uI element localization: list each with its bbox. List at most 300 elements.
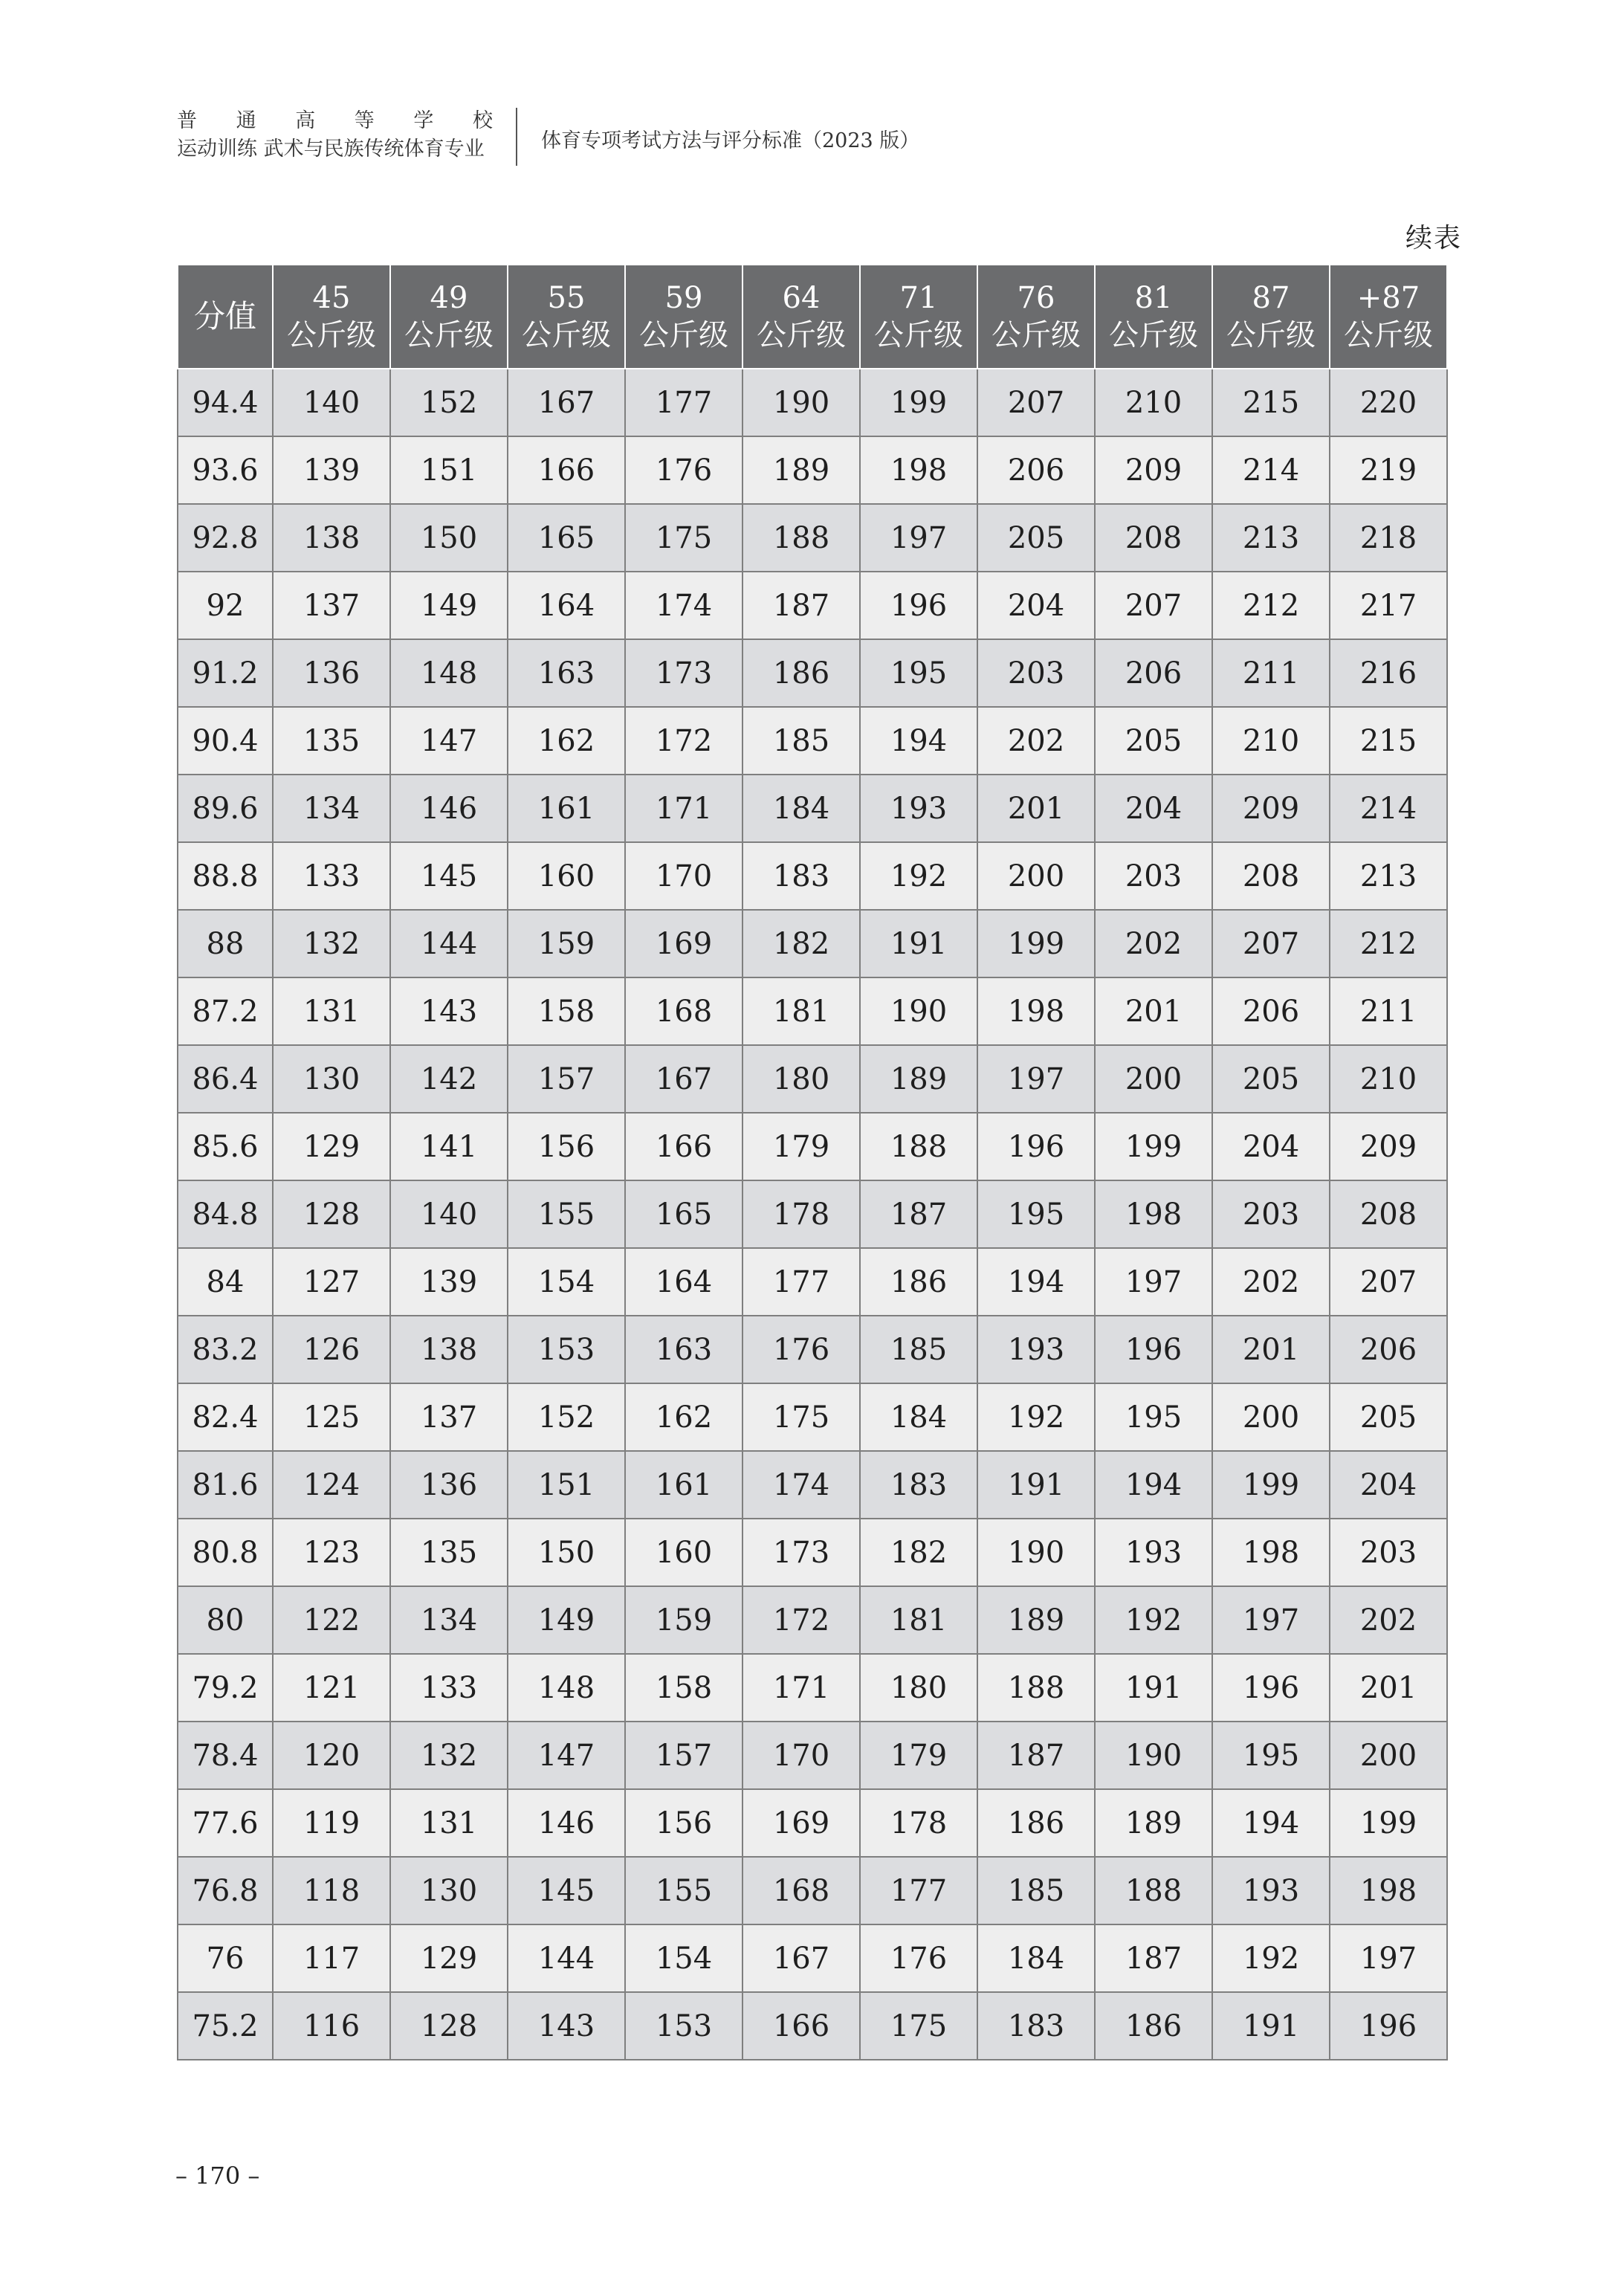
table-cell: 190 bbox=[977, 1519, 1095, 1586]
score-cell: 84 bbox=[178, 1248, 273, 1316]
table-cell: 171 bbox=[625, 775, 743, 842]
weight-value: 71 bbox=[899, 281, 938, 315]
table-cell: 120 bbox=[273, 1722, 390, 1789]
weight-unit: 公斤级 bbox=[404, 318, 494, 352]
table-row bbox=[178, 1654, 1447, 1722]
table-row bbox=[178, 1383, 1447, 1451]
table-cell: 153 bbox=[508, 1316, 625, 1383]
table-cell: 202 bbox=[1330, 1586, 1447, 1654]
score-table bbox=[177, 264, 1448, 2060]
table-cell: 180 bbox=[860, 1654, 977, 1722]
table-cell: 175 bbox=[860, 1992, 977, 2060]
table-row bbox=[178, 1316, 1447, 1383]
header-cell-weight-class bbox=[390, 265, 508, 369]
table-cell: 186 bbox=[1095, 1992, 1212, 2060]
table-cell: 178 bbox=[860, 1789, 977, 1857]
table-cell: 134 bbox=[390, 1586, 508, 1654]
table-cell: 205 bbox=[1095, 707, 1212, 775]
table-cell: 193 bbox=[860, 775, 977, 842]
table-cell: 171 bbox=[743, 1654, 860, 1722]
table-cell: 116 bbox=[273, 1992, 390, 2060]
table-cell: 133 bbox=[273, 842, 390, 910]
score-cell: 92.8 bbox=[178, 504, 273, 572]
table-cell: 198 bbox=[1330, 1857, 1447, 1924]
score-cell: 76 bbox=[178, 1924, 273, 1992]
table-cell: 207 bbox=[977, 369, 1095, 436]
table-cell: 208 bbox=[1330, 1180, 1447, 1248]
table-row bbox=[178, 436, 1447, 504]
score-cell: 93.6 bbox=[178, 436, 273, 504]
table-cell: 143 bbox=[390, 977, 508, 1045]
table-cell: 172 bbox=[743, 1586, 860, 1654]
table-cell: 187 bbox=[977, 1722, 1095, 1789]
table-cell: 128 bbox=[273, 1180, 390, 1248]
table-cell: 201 bbox=[1095, 977, 1212, 1045]
table-cell: 209 bbox=[1330, 1113, 1447, 1180]
school-char: 高 bbox=[295, 109, 316, 132]
header-cell-weight-class bbox=[977, 265, 1095, 369]
header-cell-weight-class bbox=[273, 265, 390, 369]
header-cell-weight-class bbox=[860, 265, 977, 369]
table-cell: 167 bbox=[625, 1045, 743, 1113]
table-cell: 214 bbox=[1212, 436, 1330, 504]
table-row bbox=[178, 1992, 1447, 2060]
score-cell: 86.4 bbox=[178, 1045, 273, 1113]
school-char: 等 bbox=[354, 109, 375, 132]
weight-value: +87 bbox=[1356, 281, 1420, 315]
table-cell: 204 bbox=[977, 572, 1095, 639]
weight-unit: 公斤级 bbox=[287, 318, 376, 352]
table-cell: 195 bbox=[860, 639, 977, 707]
table-cell: 204 bbox=[1212, 1113, 1330, 1180]
table-cell: 158 bbox=[508, 977, 625, 1045]
table-cell: 129 bbox=[390, 1924, 508, 1992]
table-cell: 194 bbox=[1212, 1789, 1330, 1857]
table-cell: 190 bbox=[860, 977, 977, 1045]
table-cell: 144 bbox=[390, 910, 508, 977]
score-table-container bbox=[177, 264, 1448, 2060]
table-cell: 194 bbox=[1095, 1451, 1212, 1519]
table-cell: 150 bbox=[390, 504, 508, 572]
table-cell: 203 bbox=[977, 639, 1095, 707]
score-cell: 89.6 bbox=[178, 775, 273, 842]
table-cell: 131 bbox=[390, 1789, 508, 1857]
table-cell: 197 bbox=[1212, 1586, 1330, 1654]
score-cell: 88 bbox=[178, 910, 273, 977]
table-row bbox=[178, 1586, 1447, 1654]
table-cell: 164 bbox=[508, 572, 625, 639]
table-cell: 151 bbox=[508, 1451, 625, 1519]
table-cell: 175 bbox=[743, 1383, 860, 1451]
continued-label: 续表 bbox=[1405, 223, 1462, 253]
table-cell: 200 bbox=[977, 842, 1095, 910]
table-cell: 184 bbox=[860, 1383, 977, 1451]
table-cell: 211 bbox=[1330, 977, 1447, 1045]
table-cell: 130 bbox=[390, 1857, 508, 1924]
table-cell: 193 bbox=[977, 1316, 1095, 1383]
table-cell: 128 bbox=[390, 1992, 508, 2060]
table-cell: 188 bbox=[977, 1654, 1095, 1722]
weight-value: 64 bbox=[782, 281, 821, 315]
table-cell: 181 bbox=[743, 977, 860, 1045]
table-cell: 161 bbox=[508, 775, 625, 842]
table-cell: 169 bbox=[743, 1789, 860, 1857]
table-row bbox=[178, 1722, 1447, 1789]
table-cell: 177 bbox=[860, 1857, 977, 1924]
table-cell: 140 bbox=[273, 369, 390, 436]
table-cell: 129 bbox=[273, 1113, 390, 1180]
table-cell: 203 bbox=[1212, 1180, 1330, 1248]
table-row bbox=[178, 572, 1447, 639]
score-cell: 83.2 bbox=[178, 1316, 273, 1383]
table-cell: 154 bbox=[625, 1924, 743, 1992]
table-cell: 142 bbox=[390, 1045, 508, 1113]
table-cell: 210 bbox=[1212, 707, 1330, 775]
table-row bbox=[178, 369, 1447, 436]
weight-value: 76 bbox=[1017, 281, 1055, 315]
table-cell: 215 bbox=[1330, 707, 1447, 775]
table-cell: 124 bbox=[273, 1451, 390, 1519]
table-body bbox=[178, 369, 1447, 2060]
table-cell: 130 bbox=[273, 1045, 390, 1113]
table-row bbox=[178, 1789, 1447, 1857]
weight-value: 45 bbox=[312, 281, 351, 315]
table-cell: 182 bbox=[860, 1519, 977, 1586]
score-cell: 90.4 bbox=[178, 707, 273, 775]
table-cell: 135 bbox=[273, 707, 390, 775]
table-cell: 219 bbox=[1330, 436, 1447, 504]
table-cell: 206 bbox=[1212, 977, 1330, 1045]
table-cell: 198 bbox=[1095, 1180, 1212, 1248]
table-cell: 152 bbox=[508, 1383, 625, 1451]
table-cell: 210 bbox=[1095, 369, 1212, 436]
table-cell: 152 bbox=[390, 369, 508, 436]
table-cell: 156 bbox=[625, 1789, 743, 1857]
table-cell: 200 bbox=[1095, 1045, 1212, 1113]
table-cell: 208 bbox=[1212, 842, 1330, 910]
table-cell: 165 bbox=[508, 504, 625, 572]
weight-unit: 公斤级 bbox=[1344, 318, 1433, 352]
table-cell: 202 bbox=[1212, 1248, 1330, 1316]
table-cell: 166 bbox=[508, 436, 625, 504]
table-cell: 218 bbox=[1330, 504, 1447, 572]
table-cell: 209 bbox=[1212, 775, 1330, 842]
table-cell: 196 bbox=[1212, 1654, 1330, 1722]
table-cell: 147 bbox=[390, 707, 508, 775]
score-cell: 77.6 bbox=[178, 1789, 273, 1857]
table-cell: 206 bbox=[1330, 1316, 1447, 1383]
score-cell: 87.2 bbox=[178, 977, 273, 1045]
table-cell: 201 bbox=[1212, 1316, 1330, 1383]
table-cell: 217 bbox=[1330, 572, 1447, 639]
table-cell: 211 bbox=[1212, 639, 1330, 707]
table-cell: 144 bbox=[508, 1924, 625, 1992]
table-cell: 148 bbox=[508, 1654, 625, 1722]
table-cell: 135 bbox=[390, 1519, 508, 1586]
table-cell: 137 bbox=[273, 572, 390, 639]
table-cell: 183 bbox=[743, 842, 860, 910]
table-cell: 177 bbox=[743, 1248, 860, 1316]
table-header bbox=[178, 265, 1447, 369]
table-cell: 118 bbox=[273, 1857, 390, 1924]
table-cell: 192 bbox=[1095, 1586, 1212, 1654]
table-cell: 209 bbox=[1095, 436, 1212, 504]
table-cell: 182 bbox=[743, 910, 860, 977]
table-cell: 207 bbox=[1212, 910, 1330, 977]
weight-value: 55 bbox=[547, 281, 586, 315]
table-cell: 214 bbox=[1330, 775, 1447, 842]
table-cell: 191 bbox=[860, 910, 977, 977]
table-cell: 196 bbox=[1330, 1992, 1447, 2060]
table-cell: 191 bbox=[1212, 1992, 1330, 2060]
table-cell: 196 bbox=[1095, 1316, 1212, 1383]
table-cell: 172 bbox=[625, 707, 743, 775]
major-name: 运动训练 武术与民族传统体育专业 bbox=[177, 138, 485, 161]
table-cell: 125 bbox=[273, 1383, 390, 1451]
score-cell: 81.6 bbox=[178, 1451, 273, 1519]
table-cell: 188 bbox=[743, 504, 860, 572]
table-cell: 189 bbox=[860, 1045, 977, 1113]
table-cell: 165 bbox=[625, 1180, 743, 1248]
table-cell: 194 bbox=[860, 707, 977, 775]
table-cell: 179 bbox=[743, 1113, 860, 1180]
table-cell: 213 bbox=[1330, 842, 1447, 910]
table-cell: 170 bbox=[743, 1722, 860, 1789]
table-cell: 173 bbox=[743, 1519, 860, 1586]
table-cell: 189 bbox=[977, 1586, 1095, 1654]
table-cell: 185 bbox=[977, 1857, 1095, 1924]
table-cell: 134 bbox=[273, 775, 390, 842]
school-char: 学 bbox=[413, 109, 434, 132]
score-cell: 80 bbox=[178, 1586, 273, 1654]
table-cell: 187 bbox=[1095, 1924, 1212, 1992]
weight-unit: 公斤级 bbox=[991, 318, 1081, 352]
table-cell: 183 bbox=[977, 1992, 1095, 2060]
table-cell: 208 bbox=[1095, 504, 1212, 572]
table-cell: 160 bbox=[625, 1519, 743, 1586]
table-cell: 174 bbox=[743, 1451, 860, 1519]
table-cell: 117 bbox=[273, 1924, 390, 1992]
table-cell: 187 bbox=[860, 1180, 977, 1248]
table-cell: 176 bbox=[743, 1316, 860, 1383]
table-cell: 160 bbox=[508, 842, 625, 910]
table-cell: 188 bbox=[1095, 1857, 1212, 1924]
table-cell: 198 bbox=[860, 436, 977, 504]
weight-value: 49 bbox=[430, 281, 468, 315]
table-cell: 119 bbox=[273, 1789, 390, 1857]
table-cell: 143 bbox=[508, 1992, 625, 2060]
table-row bbox=[178, 1113, 1447, 1180]
table-cell: 166 bbox=[625, 1113, 743, 1180]
weight-unit: 公斤级 bbox=[874, 318, 963, 352]
table-row bbox=[178, 977, 1447, 1045]
table-cell: 199 bbox=[860, 369, 977, 436]
table-cell: 202 bbox=[1095, 910, 1212, 977]
table-cell: 138 bbox=[273, 504, 390, 572]
table-cell: 136 bbox=[390, 1451, 508, 1519]
table-cell: 200 bbox=[1330, 1722, 1447, 1789]
table-cell: 186 bbox=[743, 639, 860, 707]
table-cell: 203 bbox=[1095, 842, 1212, 910]
table-cell: 195 bbox=[1212, 1722, 1330, 1789]
table-cell: 174 bbox=[625, 572, 743, 639]
table-cell: 196 bbox=[977, 1113, 1095, 1180]
table-row bbox=[178, 1857, 1447, 1924]
school-name bbox=[177, 108, 493, 135]
table-cell: 147 bbox=[508, 1722, 625, 1789]
table-cell: 202 bbox=[977, 707, 1095, 775]
score-cell: 78.4 bbox=[178, 1722, 273, 1789]
table-cell: 169 bbox=[625, 910, 743, 977]
table-row bbox=[178, 1248, 1447, 1316]
table-cell: 220 bbox=[1330, 369, 1447, 436]
table-cell: 121 bbox=[273, 1654, 390, 1722]
table-cell: 132 bbox=[390, 1722, 508, 1789]
score-cell: 92 bbox=[178, 572, 273, 639]
score-cell: 84.8 bbox=[178, 1180, 273, 1248]
table-cell: 148 bbox=[390, 639, 508, 707]
table-cell: 122 bbox=[273, 1586, 390, 1654]
weight-unit: 公斤级 bbox=[639, 318, 728, 352]
table-cell: 185 bbox=[860, 1316, 977, 1383]
table-cell: 149 bbox=[508, 1586, 625, 1654]
weight-value: 87 bbox=[1252, 281, 1290, 315]
weight-unit: 公斤级 bbox=[522, 318, 611, 352]
score-cell: 82.4 bbox=[178, 1383, 273, 1451]
table-cell: 192 bbox=[977, 1383, 1095, 1451]
table-cell: 203 bbox=[1330, 1519, 1447, 1586]
table-cell: 183 bbox=[860, 1451, 977, 1519]
table-cell: 205 bbox=[977, 504, 1095, 572]
table-cell: 173 bbox=[625, 639, 743, 707]
table-row bbox=[178, 775, 1447, 842]
table-row bbox=[178, 504, 1447, 572]
score-cell: 94.4 bbox=[178, 369, 273, 436]
table-cell: 159 bbox=[625, 1586, 743, 1654]
table-cell: 199 bbox=[1212, 1451, 1330, 1519]
table-cell: 205 bbox=[1330, 1383, 1447, 1451]
table-cell: 153 bbox=[625, 1992, 743, 2060]
table-cell: 188 bbox=[860, 1113, 977, 1180]
table-cell: 201 bbox=[1330, 1654, 1447, 1722]
score-cell: 85.6 bbox=[178, 1113, 273, 1180]
table-cell: 187 bbox=[743, 572, 860, 639]
table-cell: 151 bbox=[390, 436, 508, 504]
score-cell: 76.8 bbox=[178, 1857, 273, 1924]
table-cell: 198 bbox=[1212, 1519, 1330, 1586]
table-cell: 133 bbox=[390, 1654, 508, 1722]
table-row bbox=[178, 910, 1447, 977]
header-cell-weight-class bbox=[508, 265, 625, 369]
table-cell: 156 bbox=[508, 1113, 625, 1180]
table-row bbox=[178, 842, 1447, 910]
table-cell: 155 bbox=[508, 1180, 625, 1248]
table-cell: 191 bbox=[977, 1451, 1095, 1519]
table-cell: 145 bbox=[390, 842, 508, 910]
table-row bbox=[178, 1180, 1447, 1248]
header-row bbox=[178, 265, 1447, 369]
table-cell: 197 bbox=[860, 504, 977, 572]
header-cell-weight-class bbox=[1212, 265, 1330, 369]
table-cell: 193 bbox=[1095, 1519, 1212, 1586]
table-cell: 167 bbox=[743, 1924, 860, 1992]
table-cell: 184 bbox=[743, 775, 860, 842]
table-cell: 190 bbox=[743, 369, 860, 436]
table-cell: 192 bbox=[1212, 1924, 1330, 1992]
table-cell: 167 bbox=[508, 369, 625, 436]
table-cell: 139 bbox=[390, 1248, 508, 1316]
table-row bbox=[178, 1924, 1447, 1992]
table-cell: 205 bbox=[1212, 1045, 1330, 1113]
table-cell: 206 bbox=[1095, 639, 1212, 707]
score-cell: 91.2 bbox=[178, 639, 273, 707]
table-cell: 184 bbox=[977, 1924, 1095, 1992]
table-cell: 191 bbox=[1095, 1654, 1212, 1722]
table-cell: 180 bbox=[743, 1045, 860, 1113]
table-cell: 196 bbox=[860, 572, 977, 639]
header-cell-weight-class bbox=[1330, 265, 1447, 369]
table-cell: 155 bbox=[625, 1857, 743, 1924]
table-cell: 159 bbox=[508, 910, 625, 977]
table-cell: 162 bbox=[508, 707, 625, 775]
table-cell: 161 bbox=[625, 1451, 743, 1519]
table-cell: 123 bbox=[273, 1519, 390, 1586]
weight-unit: 公斤级 bbox=[1109, 318, 1198, 352]
weight-unit: 公斤级 bbox=[1226, 318, 1316, 352]
table-cell: 201 bbox=[977, 775, 1095, 842]
table-cell: 146 bbox=[390, 775, 508, 842]
table-cell: 163 bbox=[625, 1316, 743, 1383]
school-char: 通 bbox=[236, 109, 256, 132]
table-cell: 163 bbox=[508, 639, 625, 707]
table-cell: 207 bbox=[1095, 572, 1212, 639]
table-cell: 166 bbox=[743, 1992, 860, 2060]
school-char: 校 bbox=[472, 109, 493, 132]
table-cell: 186 bbox=[860, 1248, 977, 1316]
score-cell: 88.8 bbox=[178, 842, 273, 910]
table-row bbox=[178, 707, 1447, 775]
table-row bbox=[178, 1519, 1447, 1586]
table-cell: 140 bbox=[390, 1180, 508, 1248]
table-cell: 178 bbox=[743, 1180, 860, 1248]
score-cell: 79.2 bbox=[178, 1654, 273, 1722]
table-cell: 176 bbox=[860, 1924, 977, 1992]
table-cell: 215 bbox=[1212, 369, 1330, 436]
book-title: 体育专项考试方法与评分标准（2023 版） bbox=[541, 129, 920, 152]
table-cell: 157 bbox=[508, 1045, 625, 1113]
table-row bbox=[178, 1045, 1447, 1113]
table-cell: 176 bbox=[625, 436, 743, 504]
table-cell: 197 bbox=[1330, 1924, 1447, 1992]
header-left bbox=[177, 108, 496, 164]
table-cell: 193 bbox=[1212, 1857, 1330, 1924]
table-cell: 206 bbox=[977, 436, 1095, 504]
weight-unit: 公斤级 bbox=[757, 318, 846, 352]
table-cell: 198 bbox=[977, 977, 1095, 1045]
table-cell: 139 bbox=[273, 436, 390, 504]
table-cell: 204 bbox=[1330, 1451, 1447, 1519]
header-cell-weight-class bbox=[625, 265, 743, 369]
table-cell: 162 bbox=[625, 1383, 743, 1451]
table-cell: 181 bbox=[860, 1586, 977, 1654]
table-cell: 145 bbox=[508, 1857, 625, 1924]
table-cell: 189 bbox=[743, 436, 860, 504]
table-cell: 132 bbox=[273, 910, 390, 977]
table-cell: 150 bbox=[508, 1519, 625, 1586]
table-cell: 141 bbox=[390, 1113, 508, 1180]
table-row bbox=[178, 1451, 1447, 1519]
table-cell: 170 bbox=[625, 842, 743, 910]
